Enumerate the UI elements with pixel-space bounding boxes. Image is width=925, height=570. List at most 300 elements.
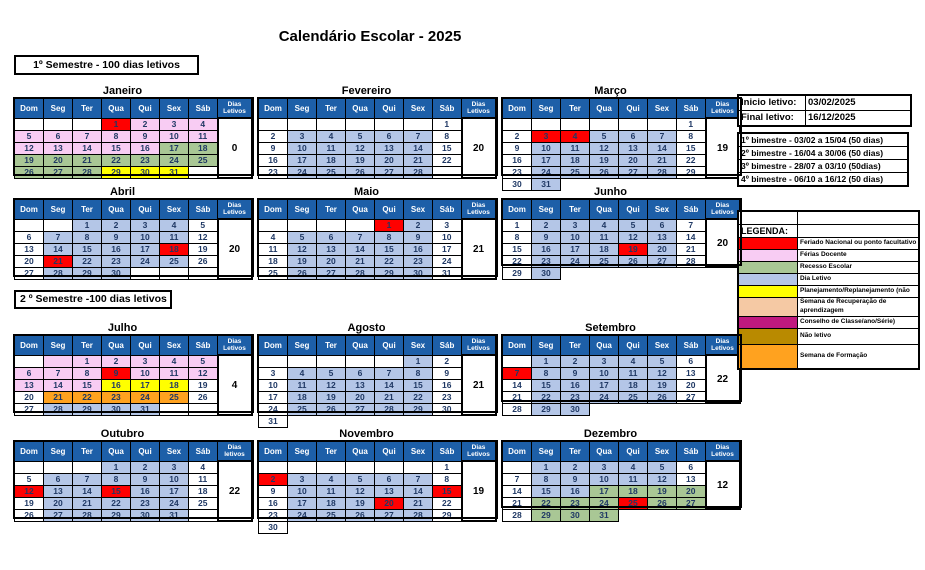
day-7[interactable]: 7 [44, 231, 73, 243]
day-10[interactable]: 10 [532, 142, 561, 154]
day-29[interactable]: 29 [532, 509, 561, 521]
day-7[interactable]: 7 [44, 367, 73, 379]
day-9[interactable]: 9 [532, 231, 561, 243]
day-19[interactable]: 19 [648, 379, 677, 391]
day-4[interactable]: 4 [288, 367, 317, 379]
day-10[interactable]: 10 [160, 130, 189, 142]
day-12[interactable]: 12 [15, 142, 44, 154]
day-12[interactable]: 12 [648, 367, 677, 379]
day-21[interactable]: 21 [503, 391, 532, 403]
day-26[interactable]: 26 [189, 255, 218, 267]
day-20[interactable]: 20 [44, 497, 73, 509]
day-8[interactable]: 8 [532, 473, 561, 485]
day-10[interactable]: 10 [131, 367, 160, 379]
day-23[interactable]: 23 [131, 154, 160, 166]
day-8[interactable]: 8 [102, 473, 131, 485]
day-3[interactable]: 3 [561, 219, 590, 231]
day-13[interactable]: 13 [375, 142, 404, 154]
day-1[interactable]: 1 [433, 461, 462, 473]
day-14[interactable]: 14 [44, 243, 73, 255]
day-12[interactable]: 12 [15, 485, 44, 497]
day-31[interactable]: 31 [131, 403, 160, 415]
day-23[interactable]: 23 [404, 255, 433, 267]
day-12[interactable]: 12 [590, 142, 619, 154]
day-10[interactable]: 10 [590, 367, 619, 379]
day-15[interactable]: 15 [102, 485, 131, 497]
day-22[interactable]: 22 [677, 154, 706, 166]
day-23[interactable]: 23 [561, 391, 590, 403]
day-22[interactable]: 22 [102, 154, 131, 166]
day-26[interactable]: 26 [15, 509, 44, 521]
day-3[interactable]: 3 [160, 118, 189, 130]
day-29[interactable]: 29 [404, 403, 433, 415]
day-10[interactable]: 10 [160, 473, 189, 485]
day-24[interactable]: 24 [160, 497, 189, 509]
day-25[interactable]: 25 [561, 166, 590, 178]
day-3[interactable]: 3 [131, 355, 160, 367]
day-28[interactable]: 28 [677, 255, 706, 267]
day-30[interactable]: 30 [433, 403, 462, 415]
day-28[interactable]: 28 [404, 509, 433, 521]
day-28[interactable]: 28 [375, 403, 404, 415]
day-29[interactable]: 29 [433, 509, 462, 521]
day-13[interactable]: 13 [619, 142, 648, 154]
day-26[interactable]: 26 [288, 267, 317, 279]
day-31[interactable]: 31 [160, 166, 189, 178]
day-3[interactable]: 3 [590, 355, 619, 367]
day-13[interactable]: 13 [375, 485, 404, 497]
day-21[interactable]: 21 [648, 154, 677, 166]
day-24[interactable]: 24 [288, 509, 317, 521]
day-24[interactable]: 24 [259, 403, 288, 415]
day-12[interactable]: 12 [317, 379, 346, 391]
day-3[interactable]: 3 [131, 219, 160, 231]
day-3[interactable]: 3 [590, 461, 619, 473]
day-23[interactable]: 23 [102, 255, 131, 267]
day-25[interactable]: 25 [160, 255, 189, 267]
day-14[interactable]: 14 [73, 485, 102, 497]
day-9[interactable]: 9 [102, 367, 131, 379]
day-24[interactable]: 24 [590, 391, 619, 403]
day-22[interactable]: 22 [532, 497, 561, 509]
day-18[interactable]: 18 [288, 391, 317, 403]
day-27[interactable]: 27 [317, 267, 346, 279]
day-28[interactable]: 28 [503, 403, 532, 415]
day-11[interactable]: 11 [189, 130, 218, 142]
day-2[interactable]: 2 [259, 473, 288, 485]
day-14[interactable]: 14 [404, 142, 433, 154]
day-13[interactable]: 13 [677, 473, 706, 485]
day-9[interactable]: 9 [131, 130, 160, 142]
day-17[interactable]: 17 [131, 243, 160, 255]
day-28[interactable]: 28 [648, 166, 677, 178]
day-15[interactable]: 15 [404, 379, 433, 391]
day-22[interactable]: 22 [433, 497, 462, 509]
day-5[interactable]: 5 [317, 367, 346, 379]
day-6[interactable]: 6 [619, 130, 648, 142]
day-3[interactable]: 3 [288, 130, 317, 142]
day-2[interactable]: 2 [131, 118, 160, 130]
day-14[interactable]: 14 [503, 485, 532, 497]
day-3[interactable]: 3 [259, 367, 288, 379]
day-22[interactable]: 22 [404, 391, 433, 403]
day-8[interactable]: 8 [532, 367, 561, 379]
day-8[interactable]: 8 [404, 367, 433, 379]
day-22[interactable]: 22 [433, 154, 462, 166]
day-24[interactable]: 24 [561, 255, 590, 267]
day-1[interactable]: 1 [73, 219, 102, 231]
day-23[interactable]: 23 [503, 166, 532, 178]
day-26[interactable]: 26 [346, 166, 375, 178]
day-7[interactable]: 7 [404, 473, 433, 485]
day-13[interactable]: 13 [44, 142, 73, 154]
day-9[interactable]: 9 [131, 473, 160, 485]
day-11[interactable]: 11 [590, 231, 619, 243]
day-4[interactable]: 4 [317, 130, 346, 142]
day-24[interactable]: 24 [131, 391, 160, 403]
day-6[interactable]: 6 [677, 461, 706, 473]
day-12[interactable]: 12 [619, 231, 648, 243]
day-4[interactable]: 4 [259, 231, 288, 243]
day-4[interactable]: 4 [619, 461, 648, 473]
day-26[interactable]: 26 [648, 497, 677, 509]
day-28[interactable]: 28 [44, 267, 73, 279]
day-13[interactable]: 13 [317, 243, 346, 255]
day-6[interactable]: 6 [44, 130, 73, 142]
day-8[interactable]: 8 [73, 367, 102, 379]
day-30[interactable]: 30 [561, 403, 590, 415]
day-11[interactable]: 11 [160, 367, 189, 379]
day-5[interactable]: 5 [619, 219, 648, 231]
day-31[interactable]: 31 [590, 509, 619, 521]
day-10[interactable]: 10 [561, 231, 590, 243]
day-10[interactable]: 10 [590, 473, 619, 485]
day-18[interactable]: 18 [259, 255, 288, 267]
day-9[interactable]: 9 [102, 231, 131, 243]
day-20[interactable]: 20 [346, 391, 375, 403]
day-7[interactable]: 7 [503, 473, 532, 485]
day-11[interactable]: 11 [561, 142, 590, 154]
day-14[interactable]: 14 [73, 142, 102, 154]
day-4[interactable]: 4 [160, 219, 189, 231]
day-7[interactable]: 7 [346, 231, 375, 243]
day-27[interactable]: 27 [44, 166, 73, 178]
day-8[interactable]: 8 [433, 473, 462, 485]
day-23[interactable]: 23 [532, 255, 561, 267]
day-8[interactable]: 8 [503, 231, 532, 243]
day-23[interactable]: 23 [102, 391, 131, 403]
day-17[interactable]: 17 [532, 154, 561, 166]
day-17[interactable]: 17 [131, 379, 160, 391]
day-5[interactable]: 5 [346, 130, 375, 142]
day-30[interactable]: 30 [102, 403, 131, 415]
day-29[interactable]: 29 [102, 509, 131, 521]
day-24[interactable]: 24 [131, 255, 160, 267]
day-16[interactable]: 16 [433, 379, 462, 391]
day-18[interactable]: 18 [189, 485, 218, 497]
day-5[interactable]: 5 [15, 130, 44, 142]
day-16[interactable]: 16 [259, 497, 288, 509]
day-2[interactable]: 2 [561, 461, 590, 473]
day-15[interactable]: 15 [102, 142, 131, 154]
day-15[interactable]: 15 [532, 485, 561, 497]
day-21[interactable]: 21 [346, 255, 375, 267]
day-21[interactable]: 21 [375, 391, 404, 403]
day-1[interactable]: 1 [404, 355, 433, 367]
day-22[interactable]: 22 [73, 391, 102, 403]
day-30[interactable]: 30 [259, 521, 288, 533]
day-6[interactable]: 6 [15, 231, 44, 243]
day-2[interactable]: 2 [102, 219, 131, 231]
day-15[interactable]: 15 [73, 243, 102, 255]
day-29[interactable]: 29 [73, 403, 102, 415]
day-18[interactable]: 18 [160, 379, 189, 391]
day-29[interactable]: 29 [102, 166, 131, 178]
day-9[interactable]: 9 [561, 367, 590, 379]
day-14[interactable]: 14 [346, 243, 375, 255]
day-5[interactable]: 5 [346, 473, 375, 485]
day-2[interactable]: 2 [259, 130, 288, 142]
day-16[interactable]: 16 [532, 243, 561, 255]
day-6[interactable]: 6 [317, 231, 346, 243]
day-11[interactable]: 11 [189, 473, 218, 485]
day-7[interactable]: 7 [73, 473, 102, 485]
day-25[interactable]: 25 [317, 166, 346, 178]
day-30[interactable]: 30 [532, 267, 561, 279]
day-6[interactable]: 6 [375, 130, 404, 142]
day-20[interactable]: 20 [648, 243, 677, 255]
day-23[interactable]: 23 [561, 497, 590, 509]
day-10[interactable]: 10 [288, 142, 317, 154]
day-18[interactable]: 18 [561, 154, 590, 166]
day-28[interactable]: 28 [44, 403, 73, 415]
day-31[interactable]: 31 [433, 267, 462, 279]
day-26[interactable]: 26 [189, 391, 218, 403]
day-5[interactable]: 5 [648, 461, 677, 473]
day-15[interactable]: 15 [503, 243, 532, 255]
day-10[interactable]: 10 [288, 485, 317, 497]
day-26[interactable]: 26 [619, 255, 648, 267]
day-3[interactable]: 3 [433, 219, 462, 231]
day-9[interactable]: 9 [561, 473, 590, 485]
day-5[interactable]: 5 [288, 231, 317, 243]
day-19[interactable]: 19 [288, 255, 317, 267]
day-16[interactable]: 16 [102, 379, 131, 391]
day-18[interactable]: 18 [317, 154, 346, 166]
day-30[interactable]: 30 [404, 267, 433, 279]
day-7[interactable]: 7 [648, 130, 677, 142]
day-13[interactable]: 13 [15, 379, 44, 391]
day-15[interactable]: 15 [375, 243, 404, 255]
day-27[interactable]: 27 [44, 509, 73, 521]
day-28[interactable]: 28 [503, 509, 532, 521]
day-2[interactable]: 2 [131, 461, 160, 473]
day-2[interactable]: 2 [561, 355, 590, 367]
day-27[interactable]: 27 [648, 255, 677, 267]
day-14[interactable]: 14 [677, 231, 706, 243]
day-4[interactable]: 4 [561, 130, 590, 142]
day-25[interactable]: 25 [619, 497, 648, 509]
day-15[interactable]: 15 [433, 142, 462, 154]
day-3[interactable]: 3 [160, 461, 189, 473]
day-21[interactable]: 21 [73, 154, 102, 166]
day-8[interactable]: 8 [73, 231, 102, 243]
day-26[interactable]: 26 [15, 166, 44, 178]
day-13[interactable]: 13 [648, 231, 677, 243]
day-13[interactable]: 13 [44, 485, 73, 497]
day-22[interactable]: 22 [532, 391, 561, 403]
day-11[interactable]: 11 [160, 231, 189, 243]
day-20[interactable]: 20 [375, 154, 404, 166]
day-19[interactable]: 19 [346, 497, 375, 509]
day-26[interactable]: 26 [346, 509, 375, 521]
day-28[interactable]: 28 [73, 509, 102, 521]
day-7[interactable]: 7 [503, 367, 532, 379]
day-5[interactable]: 5 [590, 130, 619, 142]
day-23[interactable]: 23 [131, 497, 160, 509]
day-8[interactable]: 8 [102, 130, 131, 142]
day-6[interactable]: 6 [375, 473, 404, 485]
day-30[interactable]: 30 [131, 166, 160, 178]
day-12[interactable]: 12 [189, 367, 218, 379]
day-31[interactable]: 31 [160, 509, 189, 521]
day-27[interactable]: 27 [375, 509, 404, 521]
day-9[interactable]: 9 [404, 231, 433, 243]
day-11[interactable]: 11 [619, 367, 648, 379]
day-4[interactable]: 4 [317, 473, 346, 485]
day-18[interactable]: 18 [160, 243, 189, 255]
day-20[interactable]: 20 [375, 497, 404, 509]
day-25[interactable]: 25 [160, 391, 189, 403]
day-1[interactable]: 1 [375, 219, 404, 231]
day-7[interactable]: 7 [677, 219, 706, 231]
day-15[interactable]: 15 [433, 485, 462, 497]
day-16[interactable]: 16 [404, 243, 433, 255]
day-21[interactable]: 21 [73, 497, 102, 509]
day-26[interactable]: 26 [590, 166, 619, 178]
day-1[interactable]: 1 [102, 118, 131, 130]
day-1[interactable]: 1 [433, 118, 462, 130]
day-27[interactable]: 27 [375, 166, 404, 178]
day-18[interactable]: 18 [619, 485, 648, 497]
day-2[interactable]: 2 [102, 355, 131, 367]
day-24[interactable]: 24 [288, 166, 317, 178]
day-25[interactable]: 25 [189, 497, 218, 509]
day-6[interactable]: 6 [648, 219, 677, 231]
day-25[interactable]: 25 [259, 267, 288, 279]
day-22[interactable]: 22 [375, 255, 404, 267]
day-18[interactable]: 18 [189, 142, 218, 154]
day-16[interactable]: 16 [131, 485, 160, 497]
day-23[interactable]: 23 [259, 509, 288, 521]
day-25[interactable]: 25 [189, 154, 218, 166]
day-5[interactable]: 5 [189, 355, 218, 367]
day-1[interactable]: 1 [532, 355, 561, 367]
day-25[interactable]: 25 [288, 403, 317, 415]
day-25[interactable]: 25 [619, 391, 648, 403]
day-13[interactable]: 13 [346, 379, 375, 391]
day-10[interactable]: 10 [259, 379, 288, 391]
day-11[interactable]: 11 [317, 485, 346, 497]
day-11[interactable]: 11 [317, 142, 346, 154]
day-27[interactable]: 27 [677, 391, 706, 403]
day-11[interactable]: 11 [288, 379, 317, 391]
day-14[interactable]: 14 [648, 142, 677, 154]
day-6[interactable]: 6 [346, 367, 375, 379]
day-1[interactable]: 1 [532, 461, 561, 473]
day-29[interactable]: 29 [503, 267, 532, 279]
day-1[interactable]: 1 [503, 219, 532, 231]
day-19[interactable]: 19 [590, 154, 619, 166]
day-15[interactable]: 15 [73, 379, 102, 391]
day-14[interactable]: 14 [375, 379, 404, 391]
day-18[interactable]: 18 [619, 379, 648, 391]
day-20[interactable]: 20 [15, 391, 44, 403]
day-13[interactable]: 13 [15, 243, 44, 255]
day-19[interactable]: 19 [189, 243, 218, 255]
day-20[interactable]: 20 [317, 255, 346, 267]
day-21[interactable]: 21 [503, 497, 532, 509]
day-12[interactable]: 12 [189, 231, 218, 243]
day-4[interactable]: 4 [619, 355, 648, 367]
day-14[interactable]: 14 [503, 379, 532, 391]
day-20[interactable]: 20 [44, 154, 73, 166]
day-4[interactable]: 4 [189, 461, 218, 473]
day-25[interactable]: 25 [317, 509, 346, 521]
day-11[interactable]: 11 [619, 473, 648, 485]
day-2[interactable]: 2 [433, 355, 462, 367]
day-16[interactable]: 16 [561, 485, 590, 497]
day-23[interactable]: 23 [259, 166, 288, 178]
day-8[interactable]: 8 [677, 130, 706, 142]
day-12[interactable]: 12 [346, 142, 375, 154]
day-16[interactable]: 16 [259, 154, 288, 166]
day-20[interactable]: 20 [619, 154, 648, 166]
day-6[interactable]: 6 [44, 473, 73, 485]
day-2[interactable]: 2 [532, 219, 561, 231]
day-22[interactable]: 22 [102, 497, 131, 509]
day-28[interactable]: 28 [346, 267, 375, 279]
day-20[interactable]: 20 [15, 255, 44, 267]
day-17[interactable]: 17 [590, 379, 619, 391]
day-21[interactable]: 21 [677, 243, 706, 255]
day-2[interactable]: 2 [503, 130, 532, 142]
day-20[interactable]: 20 [677, 379, 706, 391]
day-21[interactable]: 21 [404, 154, 433, 166]
day-31[interactable]: 31 [532, 178, 561, 190]
day-21[interactable]: 21 [44, 255, 73, 267]
day-28[interactable]: 28 [73, 166, 102, 178]
day-28[interactable]: 28 [404, 166, 433, 178]
day-5[interactable]: 5 [189, 219, 218, 231]
day-19[interactable]: 19 [15, 497, 44, 509]
day-10[interactable]: 10 [131, 231, 160, 243]
day-12[interactable]: 12 [648, 473, 677, 485]
day-17[interactable]: 17 [259, 391, 288, 403]
day-27[interactable]: 27 [15, 403, 44, 415]
day-27[interactable]: 27 [15, 267, 44, 279]
day-25[interactable]: 25 [590, 255, 619, 267]
day-27[interactable]: 27 [619, 166, 648, 178]
day-30[interactable]: 30 [503, 178, 532, 190]
day-26[interactable]: 26 [317, 403, 346, 415]
day-20[interactable]: 20 [677, 485, 706, 497]
day-29[interactable]: 29 [73, 267, 102, 279]
day-16[interactable]: 16 [102, 243, 131, 255]
day-8[interactable]: 8 [433, 130, 462, 142]
day-19[interactable]: 19 [648, 485, 677, 497]
day-27[interactable]: 27 [346, 403, 375, 415]
